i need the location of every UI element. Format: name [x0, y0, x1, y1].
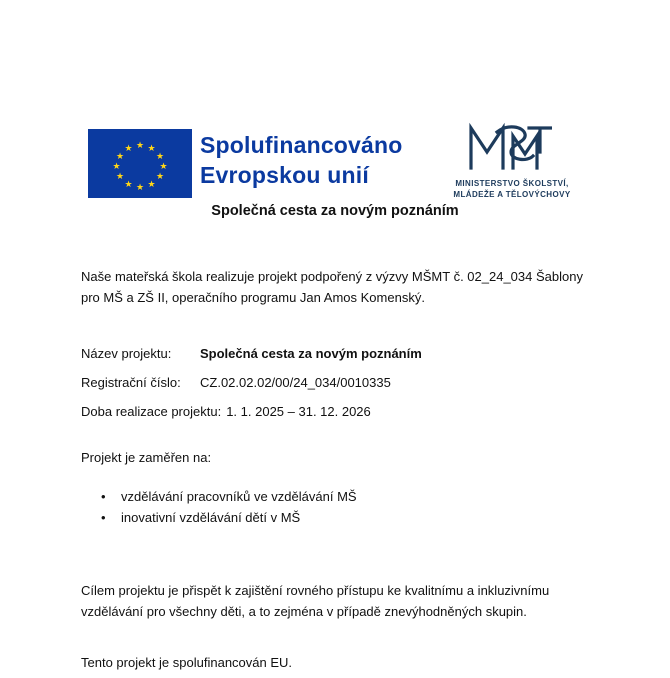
msmt-caption-line2: MLÁDEŽE A TĚLOVÝCHOVY	[453, 190, 571, 199]
goal-paragraph: Cílem projektu je přispět k zajištění rovného přístupu ke kvalitnímu a inkluzivnímu vzdělávání pro všechny děti, a to zejména v případě znevýhodněných skupin.	[81, 583, 550, 619]
focus-list	[81, 486, 601, 528]
msmt-caption	[437, 178, 587, 200]
logo-header	[0, 60, 670, 199]
intro-paragraph: Naše mateřská škola realizuje projekt podpořený z výzvy MŠMT č. 02_24_034 Šablony pro MŠ a ZŠ II, operačního programu Jan Amos Komenský.	[81, 269, 583, 305]
detail-value-registration: CZ.02.02.02/00/24_034/0010335	[200, 375, 391, 390]
msmt-monogram-icon	[467, 122, 552, 174]
eu-flag-icon	[88, 129, 192, 198]
detail-value-duration: 1. 1. 2025 – 31. 12. 2026	[226, 404, 371, 419]
detail-row-duration	[81, 397, 601, 426]
detail-label-registration: Registrační číslo:	[81, 375, 181, 390]
focus-heading: Projekt je zaměřen na:	[81, 450, 212, 465]
detail-row-name	[81, 339, 601, 368]
list-item: • inovativní vzdělávání dětí v MŠ	[81, 507, 601, 528]
detail-label-duration: Doba realizace projektu:	[81, 404, 222, 419]
eu-stars: ★ ★ ★ ★ ★ ★ ★ ★ ★ ★ ★ ★	[112, 140, 168, 192]
project-details	[81, 339, 601, 426]
eu-funding-text	[200, 130, 403, 190]
list-item: • vzdělávání pracovníků ve vzdělávání MŠ	[81, 486, 601, 507]
detail-row-registration	[81, 368, 601, 397]
msmt-logo	[437, 122, 587, 202]
page-title: Společná cesta za novým poznáním	[211, 203, 459, 219]
msmt-caption-line1: MINISTERSTVO ŠKOLSTVÍ,	[455, 179, 569, 188]
eu-funding-line1: Spolufinancováno	[200, 132, 403, 158]
detail-value-name: Společná cesta za novým poznáním	[200, 346, 422, 361]
eu-funding-line2: Evropskou unií	[200, 162, 369, 188]
final-note: Tento projekt je spolufinancován EU.	[81, 655, 293, 670]
detail-label-name: Název projektu:	[81, 346, 172, 361]
